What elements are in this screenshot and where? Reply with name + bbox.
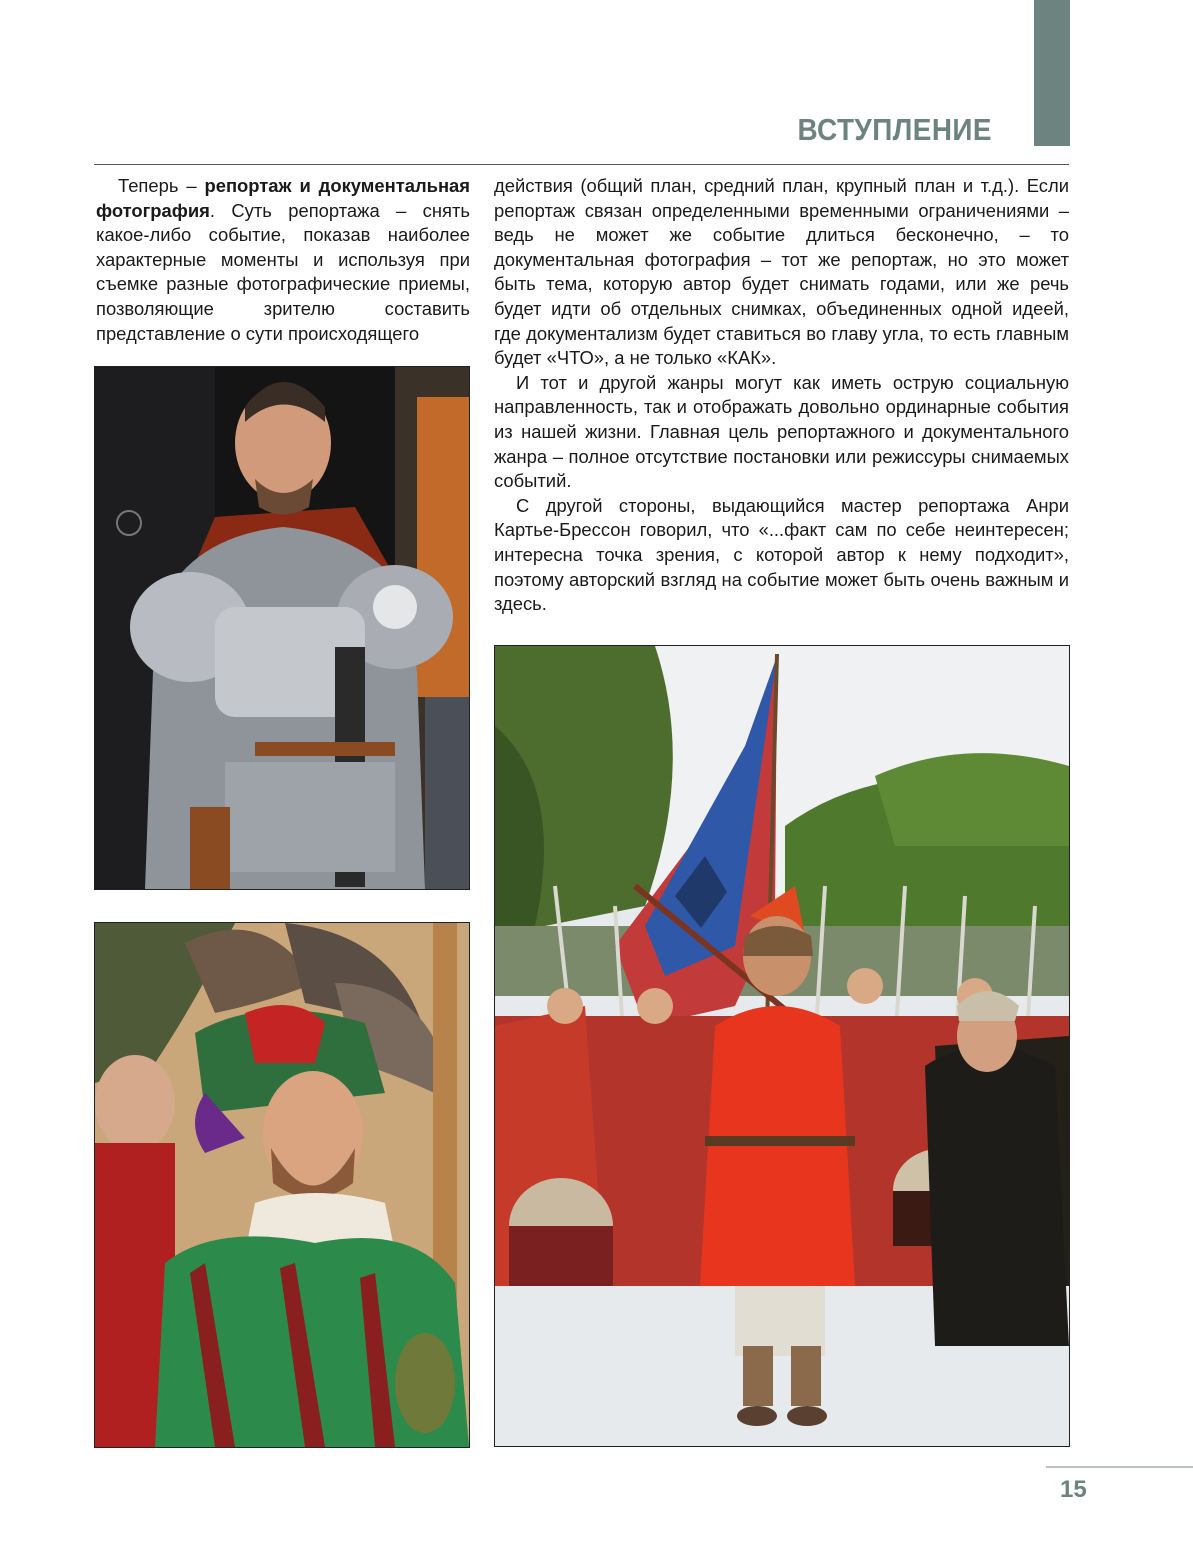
paragraph-intro (96, 174, 470, 346)
left-column (96, 174, 470, 346)
section-title: ВСТУПЛЕНИЕ (797, 112, 992, 147)
photo-feathered-hat (94, 922, 470, 1448)
footer-rule (1046, 1466, 1193, 1468)
page-number: 15 (1060, 1476, 1087, 1503)
photo-procession-banner (494, 645, 1070, 1447)
header-rule (94, 164, 1069, 165)
section-tab-bar (1034, 0, 1070, 146)
paragraph-continued: действия (общий план, средний план, крупный план и т.д.). Если репортаж связан определенными временными ограничениями – ведь не может же событие длиться бесконечно, – то документальная фотография – тот же репортаж, но это может быть тема, которую автор будет снимать годами, или же речь будет идти об отдельных снимках, объединенных одной идеей, где документализм будет ставиться во главу угла, то есть главным будет «ЧТО», а не только «КАК». (494, 175, 1069, 369)
paragraph-cartier-bresson: С другой стороны, выдающийся мастер репортажа Анри Картье-Брессон говорил, что «...факт сам по себе неинтересен; интересна точка зрения, с которой автор к нему подходит», поэтому авторский взгляд на событие может быть очень важным и здесь. (494, 494, 1069, 615)
photo-knight-armor (94, 366, 470, 890)
intro-rest: . Суть репортажа – снять какое-либо событие, показав наиболее характерные моменты и используя при съемке разные фотографические приемы, позволяющие зрителю составить представление о сути происходящего (96, 199, 470, 344)
knight-illustration (95, 367, 469, 889)
intro-bold-term: репортаж и документальная фотография (96, 175, 471, 221)
paragraph-genres: И тот и другой жанры могут как иметь острую социальную направленность, так и отображать довольно ординарные события из нашей жизни. Главная цель репортажного и документального жанра – полное отсутствие постановки или режиссуры снимаемых событий. (494, 371, 1069, 492)
right-column (494, 174, 1069, 617)
feathered-hat-illustration (95, 923, 469, 1447)
procession-illustration (495, 646, 1069, 1446)
intro-lead: Теперь – (118, 175, 205, 196)
